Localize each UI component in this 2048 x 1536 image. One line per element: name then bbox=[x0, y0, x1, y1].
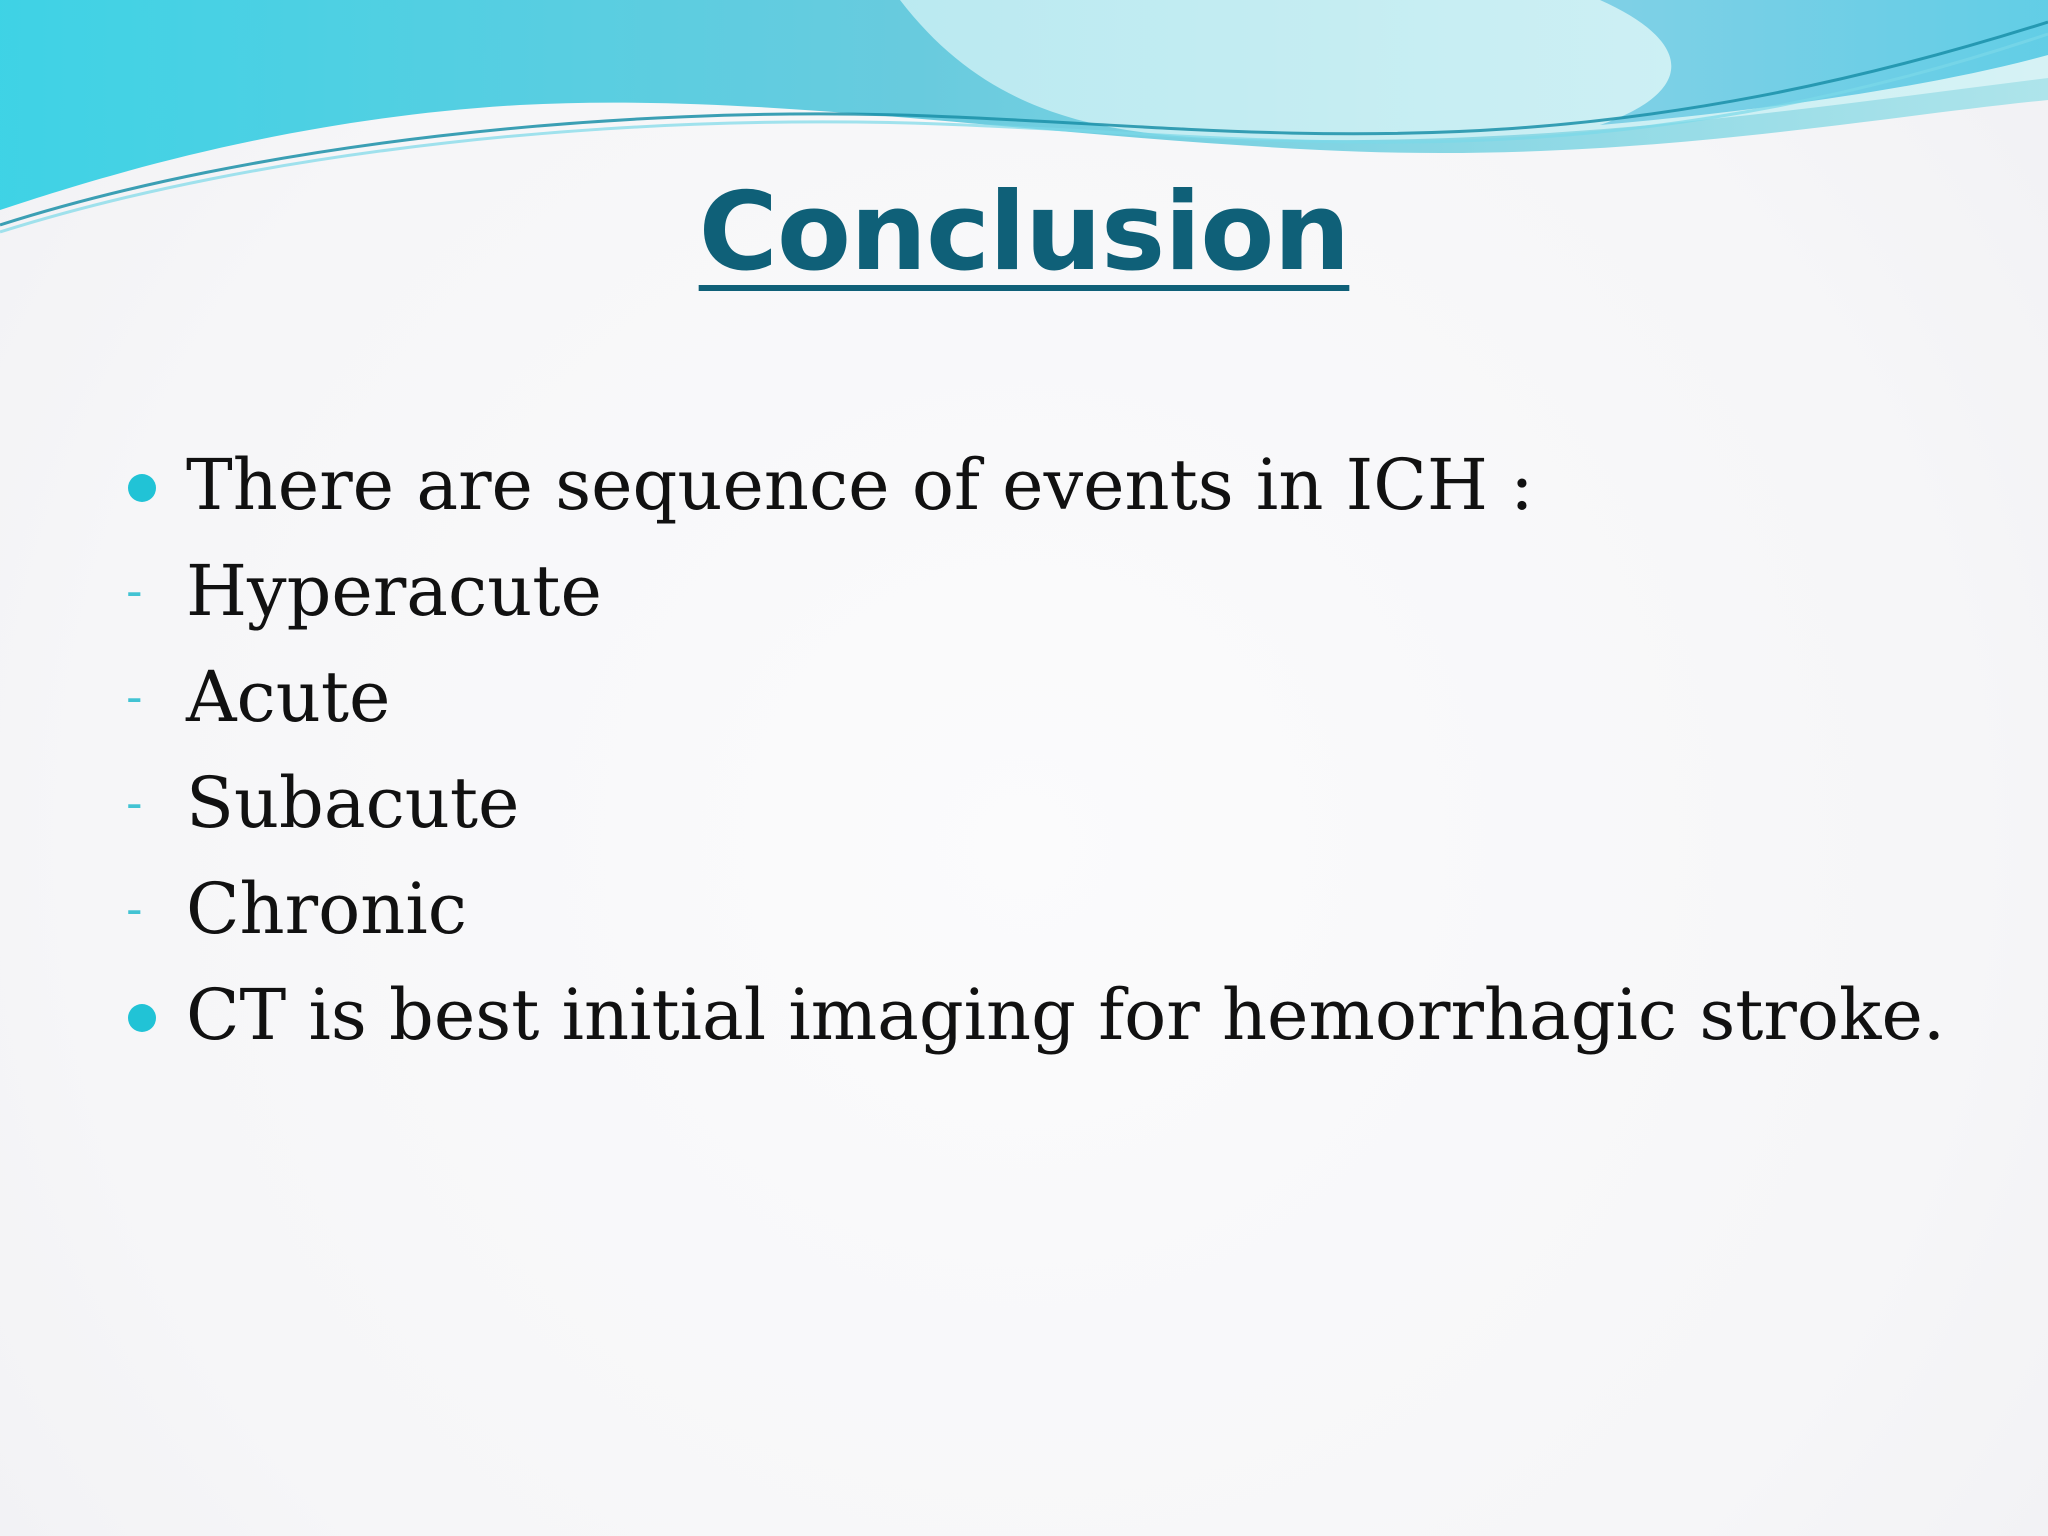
bullet-dot-icon bbox=[128, 474, 156, 502]
sub-item: - Hyperacute bbox=[122, 538, 1942, 644]
bullet-item: CT is best initial imaging for hemorrhagic stroke. bbox=[122, 962, 1942, 1068]
dash-icon: - bbox=[126, 882, 143, 936]
slide-title: Conclusion bbox=[698, 170, 1350, 295]
dash-icon: - bbox=[126, 564, 143, 618]
dash-icon: - bbox=[126, 776, 143, 830]
bullet-dot-icon bbox=[128, 1004, 156, 1032]
bullet-list bbox=[122, 432, 1946, 1068]
sub-item: - Acute bbox=[122, 644, 1942, 750]
sub-item: - Subacute bbox=[122, 750, 1942, 856]
dash-icon: - bbox=[126, 670, 143, 724]
sub-item: - Chronic bbox=[122, 856, 1942, 962]
bullet-item: There are sequence of events in ICH : bbox=[122, 432, 1942, 538]
